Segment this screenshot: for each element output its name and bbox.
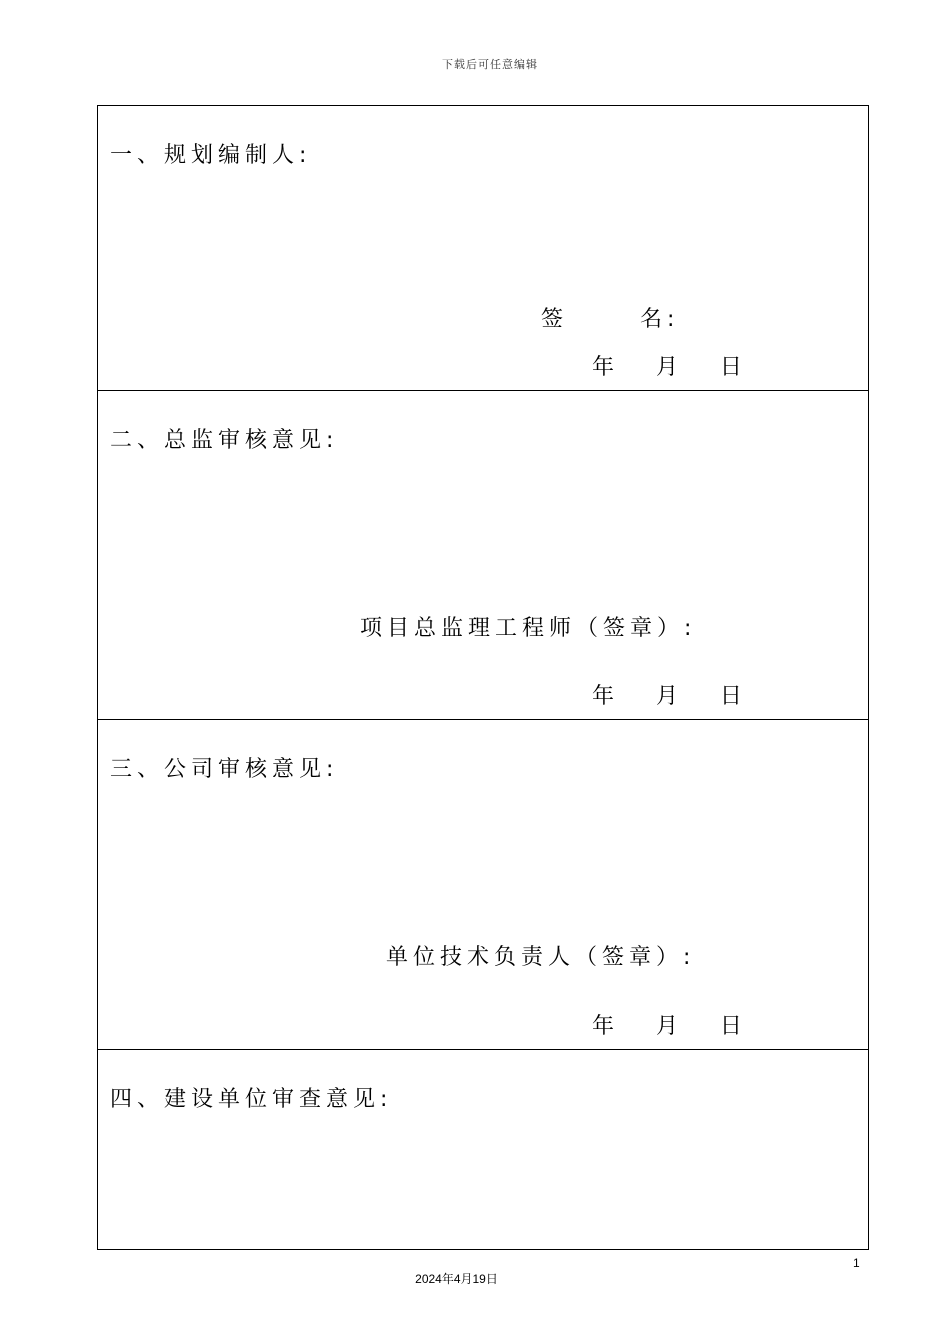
page-number: 1 [853, 1256, 860, 1270]
section-heading: 四、建设单位审查意见: [110, 1087, 393, 1112]
date-label: 年 月 日 [592, 684, 742, 709]
header-note: 下载后可任意编辑 [442, 58, 538, 71]
section-heading: 二、总监审核意见: [110, 428, 339, 453]
section-heading: 一、规划编制人: [110, 143, 312, 168]
date-label: 年 月 日 [592, 1014, 742, 1039]
section-planner [98, 106, 868, 391]
signature-label: 签 名: [541, 307, 680, 332]
section-chief-supervisor [98, 391, 868, 720]
signature-label: 项目总监理工程师（签章）: [360, 616, 697, 641]
approval-form-table [97, 105, 869, 1250]
section-heading: 三、公司审核意见: [110, 757, 339, 782]
date-label: 年 月 日 [592, 355, 742, 380]
footer-date: 2024年4月19日 [415, 1272, 498, 1286]
signature-label: 单位技术负责人（签章）: [386, 945, 696, 970]
section-company-review [98, 720, 868, 1050]
section-owner-review [98, 1050, 868, 1249]
